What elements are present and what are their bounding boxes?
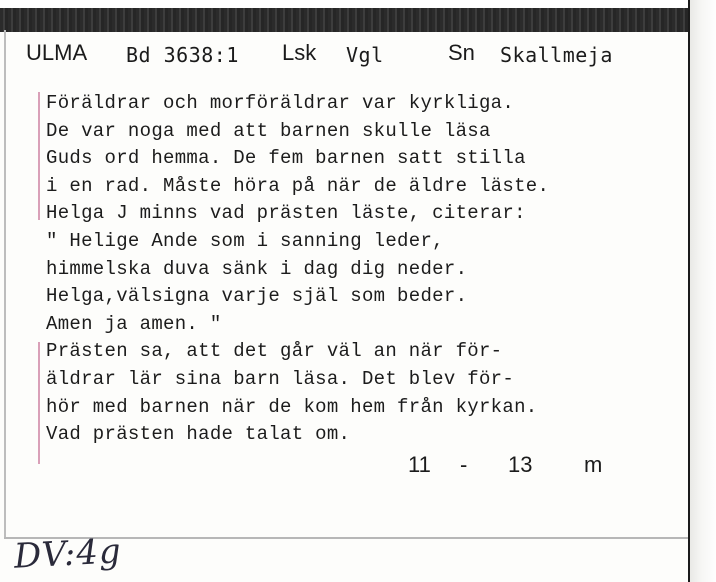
- socken-label: Sn: [448, 40, 475, 65]
- text-line: Föräldrar och morföräldrar var kyrkliga.: [46, 92, 515, 114]
- text-line: himmelska duva sänk i dag dig neder.: [46, 257, 468, 280]
- page-marker: m: [584, 452, 603, 477]
- page-dash: -: [460, 452, 468, 477]
- landskap-value: Vgl: [346, 43, 384, 67]
- archive-code: ULMA: [26, 40, 88, 65]
- page-start: 11: [408, 452, 431, 477]
- volume-number: Bd 3638:1: [126, 43, 239, 67]
- text-line: hör med barnen när de kom hem från kyrkan.: [46, 395, 538, 418]
- card-top-edge: [0, 8, 690, 32]
- text-line: Helga,välsigna varje själ som beder.: [46, 285, 468, 308]
- socken-value: Skallmeja: [500, 43, 613, 67]
- text-line: De var noga med att barnen skulle läsa: [46, 119, 491, 142]
- card-header: [26, 40, 686, 76]
- text-line: Vad prästen hade talat om.: [46, 423, 351, 446]
- margin-marker: [38, 342, 40, 464]
- margin-marker: [38, 92, 40, 220]
- card-right-edge: [688, 0, 716, 582]
- page-end: 13: [508, 452, 533, 477]
- handwritten-signum: DV:4g: [13, 531, 123, 577]
- card-left-edge: [4, 30, 6, 538]
- top-margin: [0, 0, 716, 8]
- transcript-body: [46, 90, 676, 449]
- text-line: " Helige Ande som i sanning leder,: [46, 229, 444, 252]
- page-range: [408, 452, 608, 482]
- text-line: Amen ja amen. ": [46, 312, 222, 335]
- text-line: äldrar lär sina barn läsa. Det blev för-: [46, 367, 515, 390]
- text-line: Prästen sa, att det går väl an när för-: [46, 340, 503, 363]
- text-line: Guds ord hemma. De fem barnen satt stilla: [46, 147, 526, 170]
- text-line: i en rad. Måste höra på när de äldre läste.: [46, 174, 550, 197]
- landskap-label: Lsk: [282, 40, 317, 65]
- text-line: Helga J minns vad prästen läste, citerar:: [46, 202, 526, 225]
